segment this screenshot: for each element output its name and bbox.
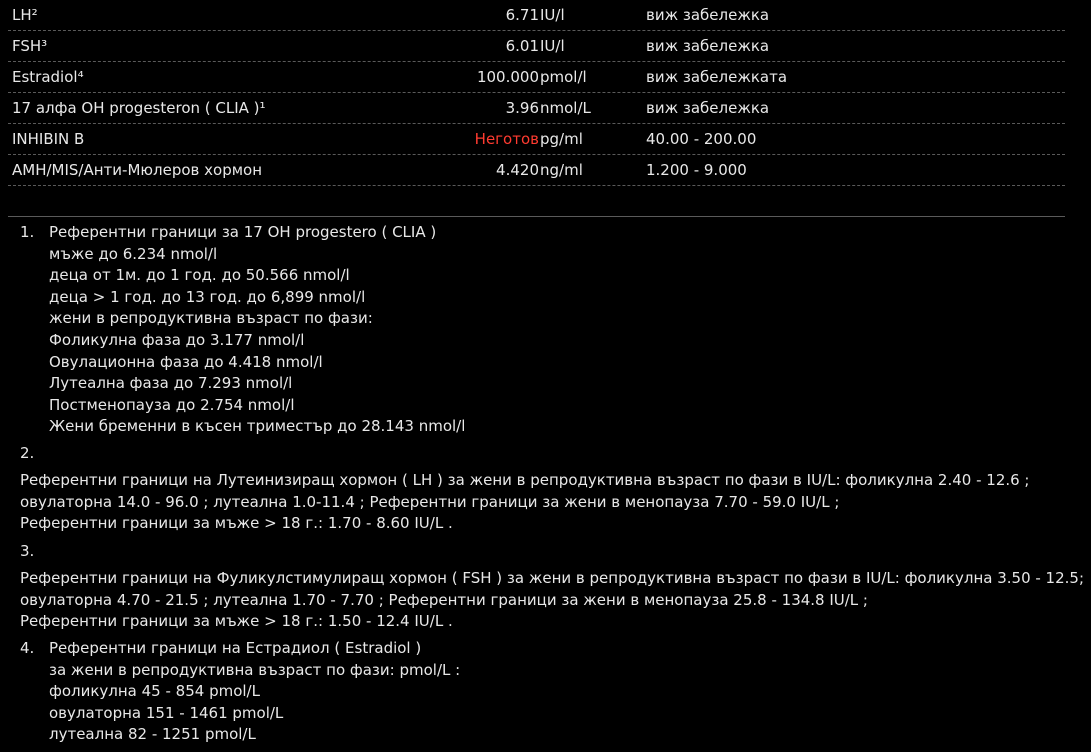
result-row-fsh [8, 31, 1065, 62]
footnote-line: овулаторна 4.70 - 21.5 ; лутеална 1.70 - 7.70 ; Референтни граници за жени в менопауза 25.8 - 134.8 IU/L ; [20, 590, 868, 609]
result-row-estradiol [8, 62, 1065, 93]
test-name: INHIBIN B [12, 130, 85, 148]
test-name: FSH³ [12, 37, 48, 55]
footnote-line: жени в репродуктивна възраст по фази: [49, 309, 373, 328]
footnote-line: деца от 1м. до 1 год. до 50.566 nmol/l [49, 266, 350, 285]
test-value: 6.71 [505, 6, 539, 24]
test-unit: pg/ml [540, 130, 583, 148]
test-name: 17 алфа OH progesteron ( CLIA )¹ [12, 99, 266, 117]
result-row-lh [8, 0, 1065, 31]
test-value: 100.000 [476, 68, 539, 86]
test-unit: nmol/L [540, 99, 591, 117]
footnote-line: Референтни граници на Естрадиол ( Estradiol ) [49, 639, 422, 657]
footnote-line: Референтни граници на Лутеинизиращ хормон ( LH ) за жени в репродуктивна възраст по фази в IU/L: фоликулна 2.40 - 12.6 ; [20, 471, 1030, 489]
footnote-line: Референтни граници за мъже > 18 г.: 1.50 - 12.4 IU/L . [20, 612, 453, 631]
footnote-line: овулаторна 14.0 - 96.0 ; лутеална 1.0-11.4 ; Референтни граници за жени в менопауза 7.70 - 59.0 IU/L ; [20, 492, 840, 511]
test-reference: виж забележка [646, 99, 770, 117]
footnote-body [49, 638, 460, 746]
footnote-line: Постменопауза до 2.754 nmol/l [49, 395, 295, 414]
footnote-line: овулаторна 151 - 1461 pmol/L [49, 703, 284, 722]
footnote-number: 3. [20, 542, 35, 560]
test-unit: IU/l [540, 37, 565, 55]
test-unit: ng/ml [540, 161, 583, 179]
footnote-line: лутеална 82 - 1251 pmol/L [49, 725, 256, 744]
test-reference: виж забележката [646, 68, 788, 86]
footnote-body [20, 470, 1030, 535]
test-value-pending: Неготов [474, 130, 539, 148]
footnote-number: 1. [20, 223, 35, 241]
section-divider [8, 186, 1065, 217]
result-row-amh [8, 155, 1065, 186]
test-reference: 1.200 - 9.000 [646, 161, 747, 179]
test-unit: IU/l [540, 6, 565, 24]
footnote-line: деца > 1 год. до 13 год. до 6,899 nmol/l [49, 287, 366, 306]
footnote-line: фоликулна 45 - 854 pmol/L [49, 682, 260, 701]
test-name: AMH/MIS/Анти-Мюлеров хормон [12, 161, 263, 179]
test-reference: виж забележка [646, 6, 770, 24]
test-value: 3.96 [505, 99, 539, 117]
test-value: 4.420 [496, 161, 539, 179]
test-unit: pmol/l [540, 68, 587, 86]
test-name: LH² [12, 6, 38, 24]
test-value: 6.01 [505, 37, 539, 55]
footnote-line: Лутеална фаза до 7.293 nmol/l [49, 374, 293, 393]
footnote-body [20, 568, 1084, 633]
footnote-line: Жени бременни в късен триместър до 28.143 nmol/l [49, 417, 466, 436]
footnote-number: 2. [20, 444, 35, 462]
footnote-number: 4. [20, 639, 35, 657]
footnote-body [49, 222, 465, 438]
footnote-line: Референтни граници за 17 OH progestero ( CLIA ) [49, 223, 437, 241]
footnote-line: Овулационна фаза до 4.418 nmol/l [49, 352, 323, 371]
footnote-line: за жени в репродуктивна възраст по фази: pmol/L : [49, 660, 461, 679]
footnote-line: Референтни граници на Фуликулстимулиращ хормон ( FSH ) за жени в репродуктивна възраст по фази в IU/L: фоликулна 3.50 - 12.5; [20, 569, 1085, 587]
result-row-17-oh-progesteron [8, 93, 1065, 124]
results-table [8, 0, 1065, 217]
test-reference: виж забележка [646, 37, 770, 55]
result-row-inhibin-b [8, 124, 1065, 155]
footnote-line: Фоликулна фаза до 3.177 nmol/l [49, 330, 305, 349]
footnote-line: Референтни граници за мъже > 18 г.: 1.70 - 8.60 IU/L . [20, 514, 453, 533]
test-name: Estradiol⁴ [12, 68, 84, 86]
footnote-line: мъже до 6.234 nmol/l [49, 244, 218, 263]
test-reference: 40.00 - 200.00 [646, 130, 757, 148]
